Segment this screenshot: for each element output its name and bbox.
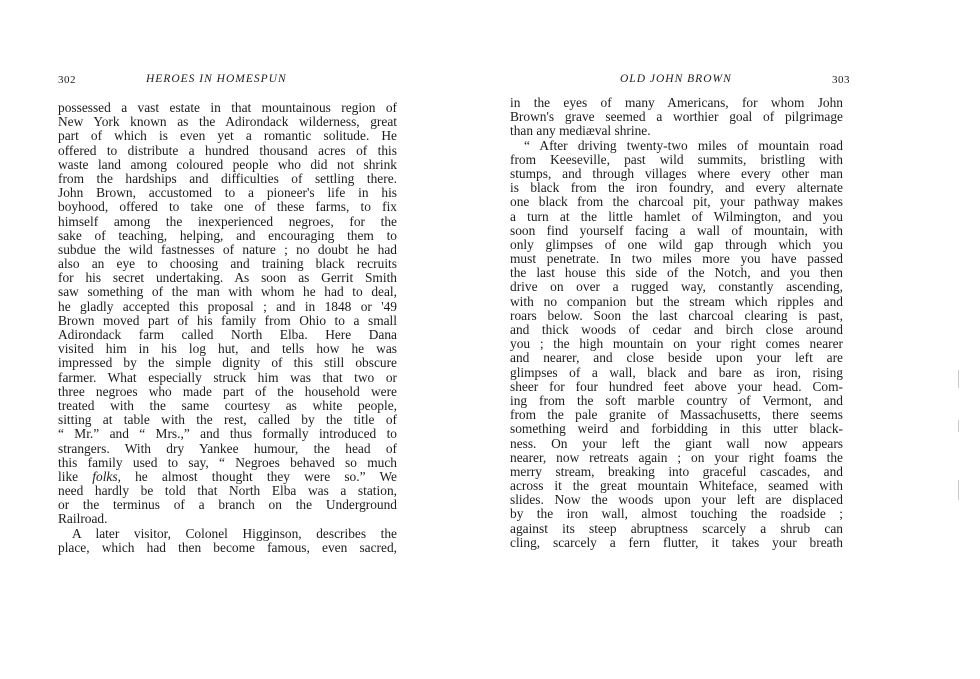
text-line: offered to distribute a hundred thousand acres of this — [58, 142, 397, 158]
edge-mark — [958, 480, 959, 500]
text-line: three negroes who made part of the household were — [58, 383, 397, 399]
text-line: nearer, now retreats again ; on your right foams the — [510, 449, 843, 465]
text-line: impressed by the simple dignity of this still obscure — [58, 355, 397, 371]
text-line: he gladly accepted this proposal ; and in 1848 or '49 — [58, 298, 397, 314]
text-line: “ Mr.” and “ Mrs.,” and thus formally introduced to — [58, 426, 397, 442]
text-line: part of which is even yet a romantic solitude. He — [58, 128, 397, 144]
text-line: drive on over a rugged way, constantly ascending, — [510, 279, 843, 295]
left-page-number: 302 — [58, 74, 76, 86]
left-running-head: HEROES IN HOMESPUN — [146, 73, 287, 85]
text-line: ness. On your left the giant wall now appears — [510, 435, 843, 451]
text-line: from the pale granite of Massachusetts, there seems — [510, 407, 843, 423]
text-line: against its steep abruptness scarcely a shrub can — [510, 520, 843, 536]
text-line: than any mediæval shrine. — [510, 123, 651, 139]
text-line: farmer. What especially struck him was that two or — [58, 369, 397, 385]
text-line: possessed a vast estate in that mountainous region of — [58, 100, 397, 115]
text-line: from Keeseville, past wild summits, bristling with — [510, 151, 843, 167]
text-line: need hardly be told that North Elba was a station, — [58, 483, 397, 499]
text-fragment: , he almost thought they were so.” We — [117, 468, 397, 484]
italic-word: folks — [92, 468, 118, 484]
text-line-folks — [58, 470, 397, 484]
text-line: waste land among coloured people who did not shrink — [58, 156, 397, 172]
text-line: slides. Now the woods upon your left are displaced — [510, 492, 843, 508]
text-line: boyhood, offered to take one of these farms, to fix — [58, 199, 397, 215]
edge-mark — [958, 370, 959, 388]
text-line: soon find yourself facing a wall of mountain, with — [510, 222, 843, 238]
text-line: must penetrate. In two miles more you have passed — [510, 251, 843, 267]
text-line: glimpses of a wall, black and bare as iron, rising — [510, 364, 843, 380]
text-line: Adirondack farm called North Elba. Here Dana — [58, 327, 397, 342]
text-line: A later visitor, Colonel Higginson, describes the — [72, 525, 397, 541]
text-line: is black from the iron foundry, and every alternate — [510, 180, 843, 196]
text-line: “ After driving twenty-two miles of mountain road — [524, 137, 843, 153]
text-line: merry stream, breaking into graceful cascades, and — [510, 463, 843, 479]
right-page-number: 303 — [832, 74, 850, 86]
edge-mark — [958, 420, 959, 432]
right-page — [490, 0, 980, 679]
text-line: Brown's grave seemed a worthier goal of pilgrimage — [510, 109, 843, 125]
text-line: treated with the same courtesy as white people, — [58, 397, 397, 413]
text-line: you ; the high mountain on your right comes nearer — [510, 336, 843, 352]
text-line: from the hardships and difficulties of settling there. — [58, 170, 397, 186]
text-line: saw something of the man with whom he had to deal, — [58, 284, 397, 300]
text-line: place, which had then become famous, even sacred, — [58, 539, 397, 555]
text-line: New York known as the Adirondack wilderness, great — [58, 114, 397, 130]
page-edge-marks — [958, 360, 962, 540]
text-line: across it the great mountain Whiteface, seamed with — [510, 478, 843, 494]
text-line: visited him in his log hut, and tells how he was — [58, 341, 397, 357]
text-line: roars below. Soon the last charcoal clearing is past, — [510, 307, 843, 323]
text-line: for his secret undertaking. As soon as Gerrit Smith — [58, 270, 397, 286]
text-line: only glimpses of one wild gap through which you — [510, 236, 843, 252]
text-line: also an eye to choosing and training black recruits — [58, 256, 397, 272]
right-running-head: OLD JOHN BROWN — [620, 73, 732, 85]
text-line: subdue the wild fastnesses of nature ; no doubt he had — [58, 241, 397, 257]
text-line: and thick woods of cedar and birch close around — [510, 322, 843, 337]
text-line: ing from the soft marble country of Vermont, and — [510, 392, 843, 408]
text-line: by the iron wall, almost touching the roadside ; — [510, 506, 843, 522]
text-line: and nearer, and close beside upon your left are — [510, 350, 843, 366]
text-line: cling, scarcely a fern flutter, it takes your breath — [510, 534, 843, 550]
text-line: Railroad. — [58, 511, 108, 527]
text-line: or the terminus of a branch on the Underground — [58, 497, 397, 513]
text-line: stumps, and through villages where every other man — [510, 165, 843, 181]
text-line: sitting at table with the rest, called by the title of — [58, 412, 397, 428]
text-fragment: like — [58, 468, 79, 484]
text-line: sake of teaching, helping, and encouraging them to — [58, 227, 397, 243]
text-line: one black from the charcoal pit, your pathway makes — [510, 194, 843, 210]
text-line: the last house this side of the Notch, and you then — [510, 265, 843, 281]
left-body-text — [58, 101, 397, 555]
text-line: John Brown, accustomed to a pioneer's life in his — [58, 185, 397, 201]
text-line: himself among the inexperienced negroes, for the — [58, 213, 397, 229]
text-line: Brown moved part of his family from Ohio to a small — [58, 312, 397, 328]
text-line: this family used to say, “ Negroes behaved so much — [58, 454, 397, 470]
text-line: sheer for four hundred feet above your head. Com- — [510, 378, 843, 394]
text-line: something weird and forbidding in this utter black- — [510, 421, 843, 437]
right-body-text — [510, 96, 843, 550]
text-line: with no companion but the stream which ripples and — [510, 293, 843, 309]
text-line: a turn at the little hamlet of Wilmington, and you — [510, 208, 843, 224]
text-line: in the eyes of many Americans, for whom John — [510, 95, 843, 110]
text-line: strangers. With dry Yankee humour, the head of — [58, 440, 397, 456]
